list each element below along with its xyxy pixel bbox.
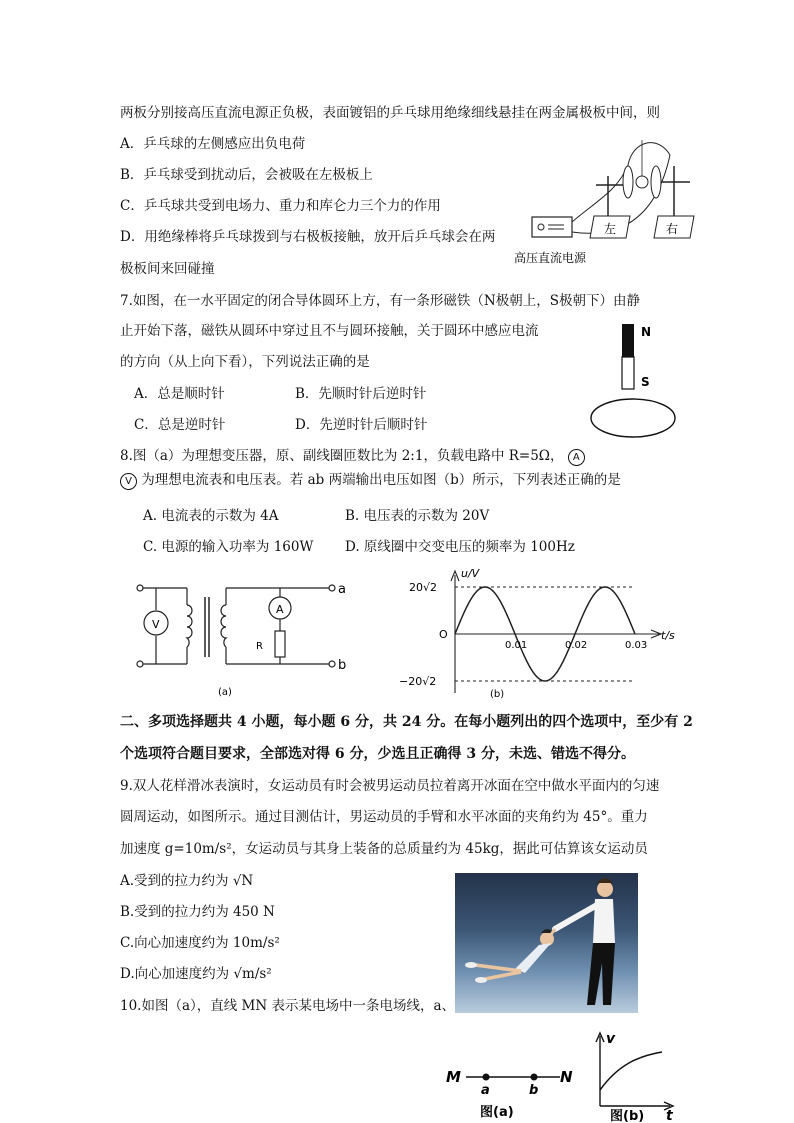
point-a [483,1074,490,1081]
q8-caption-b: (b) [490,689,505,700]
q8-option-d: D. 原线圈中交变电压的频率为 100Hz [345,539,575,555]
figure-skating-photo [455,873,638,1013]
q10-caption-b: 图(b) [610,1109,645,1122]
v-t-curve [600,1052,662,1090]
q9-option-d: D.向心加速度约为 √m/s² [120,966,272,982]
q7-line2: 止开始下落，磁铁从圆环中穿过且不与圆环接触，关于圆环中感应电流 [120,323,539,339]
q6-option-d-line1: D．用绝缘棒将乒乓球拨到与右极板接触，放开后乒乓球会在两 [120,229,496,245]
circuit-label-a: A [276,603,284,616]
section2-line1: 二、多项选择题共 4 小题，每小题 6 分，共 24 分。在每小题列出的四个选项中，至少有 2 [120,714,693,730]
q10-label-v: v [606,1031,616,1047]
q10-label-a: a [481,1083,490,1098]
chart-xtick-2: 0.03 [625,640,648,651]
q7-option-c: C．总是逆时针 [134,417,226,433]
q8-line2 [120,471,621,490]
q10-label-b: b [529,1083,539,1098]
q7-option-d: D．先逆时针后顺时针 [295,417,428,433]
q6-intro: 两板分别接高压直流电源正负极，表面镀铝的乒乓球用绝缘细线悬挂在两金属极板中间，则 [120,105,660,121]
q8-option-c: C. 电源的输入功率为 160W [143,539,314,555]
q9-line3: 加速度 g=10m/s²，女运动员与其身上装备的总质量约为 45kg，据此可估算该女运动员 [120,841,648,857]
q8-line1 [120,447,585,466]
q8-line2-text: 为理想电流表和电压表。若 ab 两端输出电压如图（b）所示，下列表述正确的是 [141,472,621,488]
ping-pong-ball [636,176,648,188]
chart-xlabel: t/s [661,629,675,642]
q7-line3: 的方向（从上向下看），下列说法正确的是 [120,354,370,370]
chart-xtick-1: 0.02 [565,640,588,651]
q7-label-n: N [641,325,652,339]
q10-figure-b [588,1030,683,1122]
voltmeter-symbol [120,473,137,490]
q10-label-m: M [446,1068,461,1086]
magnet-north [622,324,634,357]
circuit-resistor [275,631,285,657]
q8-caption-a: (a) [218,687,232,698]
q7-line1: 7.如图，在一水平固定的闭合导体圆环上方，有一条形磁铁（N极朝上，S极朝下）由静 [120,293,640,309]
point-b [531,1074,538,1081]
figure-skating-illustration [455,873,638,1013]
voltmeter-symbol-letter: V [125,476,132,487]
ammeter-symbol [568,449,585,466]
circuit-label-a-terminal: a [338,582,346,597]
q9-option-b: B.受到的拉力约为 450 N [120,904,275,920]
magnet-south [622,357,634,389]
q7-figure [585,320,685,442]
q10-caption-a: 图(a) [480,1105,514,1120]
q9-line1: 9.双人花样滑冰表演时，女运动员有时会被男运动员拉着离开冰面在空中做水平面内的匀速 [120,778,660,794]
chart-ylabel: u/V [461,567,480,580]
q6-label-right: 右 [666,222,679,236]
q8-option-a: A. 电流表的示数为 4A [143,508,279,524]
q10-line1: 10.如图（a），直线 MN 表示某电场中一条电场线，a、 [120,998,456,1014]
q7-label-s: S [641,375,650,389]
q10-label-t: t [666,1108,673,1122]
q9-option-c: C.向心加速度约为 10m/s² [120,935,280,951]
q8-figure-b [395,565,685,700]
q9-option-a: A.受到的拉力约为 √N [120,873,254,889]
q8-option-b: B. 电压表的示数为 20V [345,508,490,524]
q6-option-c: C．乒乓球共受到电场力、重力和库仑力三个力的作用 [120,198,441,214]
circuit-label-r: R [256,641,263,652]
q6-option-b: B．乒乓球受到扰动后，会被吸在左极板上 [120,167,373,183]
q6-label-left: 左 [604,222,617,236]
chart-ytick-min: −20√2 [399,675,437,688]
chart-origin: O [439,628,448,641]
circuit-label-b-terminal: b [338,658,347,673]
q7-option-b: B．先顺时针后逆时针 [295,386,427,402]
section2-line2: 个选项符合题目要求，全部选对得 6 分，少选且正确得 3 分，未选、错选不得分。 [120,746,635,762]
q9-line2: 圆周运动，如图所示。通过目测估计，男运动员的手臂和水平冰面的夹角约为 45°。重力 [120,809,648,825]
q6-option-a: A．乒乓球的左侧感应出负电荷 [120,136,306,152]
conducting-ring [591,399,675,437]
circuit-label-v: V [152,618,160,631]
ammeter-symbol-letter: A [572,452,580,463]
q8-figure-a [130,575,360,700]
q6-option-d-line2: 极板间来回碰撞 [120,261,215,277]
chart-xtick-0: 0.01 [505,640,528,651]
chart-ytick-max: 20√2 [409,581,438,594]
q10-label-n: N [560,1068,573,1086]
q7-option-a: A．总是顺时针 [134,386,225,402]
q8-line1-text: 8.图（a）为理想变压器，原、副线圈匝数比为 2:1，负载电路中 R=5Ω， [120,448,564,464]
q6-figure [508,130,713,270]
q6-caption: 高压直流电源 [514,251,587,265]
q10-figure-a [440,1058,585,1120]
